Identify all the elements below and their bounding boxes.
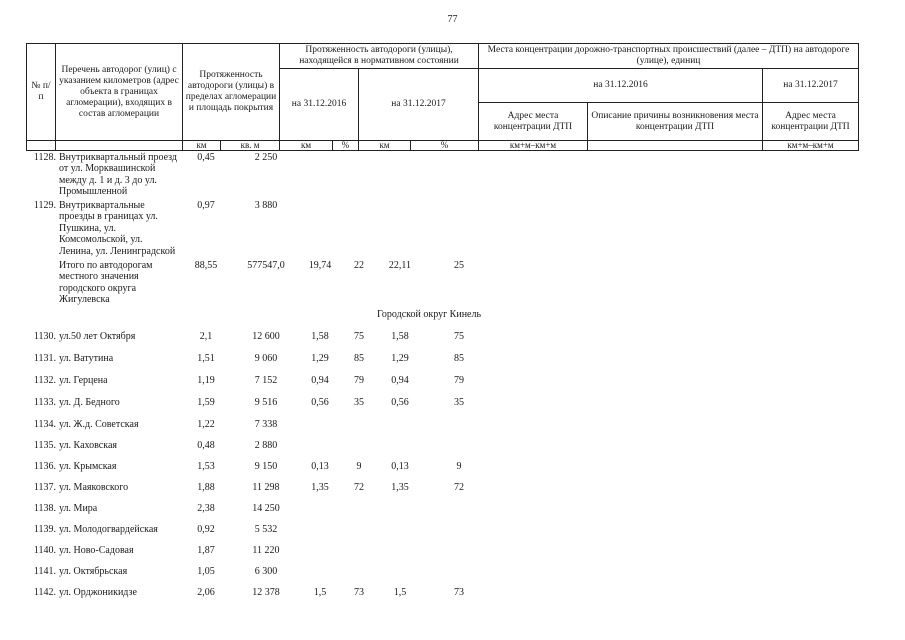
road-name: ул.50 лет Октября — [59, 331, 136, 342]
road-area: 14 250 — [252, 503, 280, 514]
km-2017: 1,58 — [391, 331, 409, 342]
unit-km-range-2017: км+м–км+м — [763, 141, 859, 151]
km-2017: 0,13 — [391, 461, 409, 472]
km-2016: 1,58 — [311, 331, 329, 342]
row-number: 1131. — [33, 353, 56, 364]
road-area: 6 300 — [254, 566, 278, 577]
pct-2017: 85 — [454, 353, 464, 364]
road-length: 1,22 — [197, 419, 215, 430]
total-pct-2017: 25 — [454, 260, 464, 271]
pct-2017: 35 — [454, 397, 464, 408]
total-km-2016: 19,74 — [308, 260, 332, 271]
road-name: ул. Герцена — [59, 375, 108, 386]
road-area: 12 600 — [252, 331, 280, 342]
km-2016: 0,94 — [311, 375, 329, 386]
pct-2016: 72 — [354, 482, 364, 493]
row-number: 1141. — [33, 566, 56, 577]
road-name: ул. Орджоникидзе — [59, 587, 137, 598]
row-number: 1130. — [33, 331, 56, 342]
unit-km-2017: км — [359, 141, 411, 151]
page-number: 77 — [447, 14, 458, 25]
road-name: ул. Каховская — [59, 440, 117, 451]
km-2016: 1,35 — [311, 482, 329, 493]
header-dtp-address-2017: Адрес места концентрации ДТП — [763, 103, 859, 141]
row-number: 1129. — [33, 200, 56, 211]
road-area: 2 250 — [254, 152, 278, 163]
header-dtp-address: Адрес места концентрации ДТП — [479, 103, 588, 141]
header-length: Протяженность автодороги (улицы) в пределах агломерации и площадь покрытия — [183, 44, 280, 141]
unit-empty — [56, 141, 183, 151]
pct-2016: 73 — [354, 587, 364, 598]
header-date-2016: на 31.12.2016 — [280, 69, 359, 141]
pct-2016: 9 — [356, 461, 362, 472]
header-num: № п/п — [27, 44, 56, 141]
road-length: 1,19 — [197, 375, 215, 386]
km-2016: 0,13 — [311, 461, 329, 472]
pct-2017: 75 — [454, 331, 464, 342]
total-area: 577547,0 — [247, 260, 285, 271]
road-name: ул. Маяковского — [59, 482, 129, 493]
row-number: 1136. — [33, 461, 56, 472]
km-2016: 1,29 — [311, 353, 329, 364]
row-number: 1135. — [33, 440, 56, 451]
total-pct-2016: 22 — [354, 260, 364, 271]
unit-pct-2017: % — [411, 141, 479, 151]
unit-empty — [588, 141, 763, 151]
road-area: 9 060 — [254, 353, 278, 364]
pct-2016: 35 — [354, 397, 364, 408]
road-area: 12 378 — [252, 587, 280, 598]
header-date-2017: на 31.12.2017 — [359, 69, 479, 141]
pct-2017: 72 — [454, 482, 464, 493]
total-km-2017: 22,11 — [388, 260, 412, 271]
road-area: 11 298 — [252, 482, 280, 493]
total-label: Итого по автодорогам местного значения городского округа Жигулевска — [59, 260, 153, 306]
header-dtp-reason: Описание причины возникновения места концентрации ДТП — [588, 103, 763, 141]
header-dtp-date-2016: на 31.12.2016 — [479, 69, 763, 103]
km-2016: 1,5 — [313, 587, 327, 598]
row-number: 1138. — [33, 503, 56, 514]
road-name: ул. Ново-Садовая — [59, 545, 134, 556]
road-length: 1,51 — [197, 353, 215, 364]
pct-2016: 85 — [354, 353, 364, 364]
table-header — [26, 43, 859, 151]
km-2016: 0,56 — [311, 397, 329, 408]
header-dtp-date-2017: на 31.12.2017 — [763, 69, 859, 103]
road-length: 0,92 — [197, 524, 215, 535]
road-length: 2,38 — [197, 503, 215, 514]
road-area: 2 880 — [254, 440, 278, 451]
road-length: 1,53 — [197, 461, 215, 472]
road-area: 7 152 — [254, 375, 278, 386]
road-length: 0,45 — [197, 152, 215, 163]
road-length: 0,48 — [197, 440, 215, 451]
road-area: 3 880 — [254, 200, 278, 211]
row-number: 1142. — [33, 587, 56, 598]
road-name: ул. Ж.д. Советская — [59, 419, 139, 430]
road-area: 11 220 — [252, 545, 280, 556]
road-name: ул. Октябрьская — [59, 566, 128, 577]
row-number: 1139. — [33, 524, 56, 535]
road-area: 9 516 — [254, 397, 278, 408]
unit-sqm: кв. м — [221, 141, 280, 151]
road-name: ул. Д. Бедного — [59, 397, 120, 408]
road-length: 1,87 — [197, 545, 215, 556]
unit-pct-2016: % — [333, 141, 359, 151]
header-dtp: Места концентрации дорожно-транспортных происшествий (далее – ДТП) на автодороге (улице), единиц — [479, 44, 859, 69]
road-length: 1,88 — [197, 482, 215, 493]
unit-km-2016: км — [280, 141, 333, 151]
row-number: 1128. — [33, 152, 56, 163]
km-2017: 1,29 — [391, 353, 409, 364]
total-length: 88,55 — [194, 260, 218, 271]
km-2017: 1,35 — [391, 482, 409, 493]
pct-2016: 75 — [354, 331, 364, 342]
road-area: 7 338 — [254, 419, 278, 430]
road-length: 2,06 — [197, 587, 215, 598]
km-2017: 0,56 — [391, 397, 409, 408]
unit-km: км — [183, 141, 221, 151]
unit-empty — [27, 141, 56, 151]
pct-2017: 9 — [456, 461, 462, 472]
pct-2016: 79 — [354, 375, 364, 386]
pct-2017: 79 — [454, 375, 464, 386]
road-name: ул. Молодогвардейская — [59, 524, 158, 535]
row-number: 1133. — [33, 397, 56, 408]
road-length: 2,1 — [199, 331, 213, 342]
unit-km-range: км+м–км+м — [479, 141, 588, 151]
pct-2017: 73 — [454, 587, 464, 598]
km-2017: 0,94 — [391, 375, 409, 386]
road-length: 1,05 — [197, 566, 215, 577]
row-number: 1132. — [33, 375, 56, 386]
header-road-list: Перечень автодорог (улиц) с указанием километров (адрес объекта в границах агломерации), входящих в состав агломерации — [56, 44, 183, 141]
road-length: 1,59 — [197, 397, 215, 408]
section-title-text: Городской округ Кинель — [377, 309, 482, 320]
road-length: 0,97 — [197, 200, 215, 211]
km-2017: 1,5 — [393, 587, 407, 598]
road-area: 9 150 — [254, 461, 278, 472]
row-number: 1140. — [33, 545, 56, 556]
header-normative: Протяженность автодороги (улицы), находящейся в нормативном состоянии — [280, 44, 479, 69]
road-name: ул. Крымская — [59, 461, 117, 472]
road-name: ул. Ватутина — [59, 353, 114, 364]
row-number: 1134. — [33, 419, 56, 430]
road-area: 5 532 — [254, 524, 278, 535]
road-name: Внутриквартальные проезды в границах ул. Пушкина, ул. Комсомольской, ул. Ленина, ул. Ленинградской — [59, 200, 176, 257]
road-name: ул. Мира — [59, 503, 98, 514]
road-name: Внутриквартальный проезд от ул. Морквашинской между д. 1 и д. 3 до ул. Промышленной — [59, 152, 178, 198]
row-number: 1137. — [33, 482, 56, 493]
